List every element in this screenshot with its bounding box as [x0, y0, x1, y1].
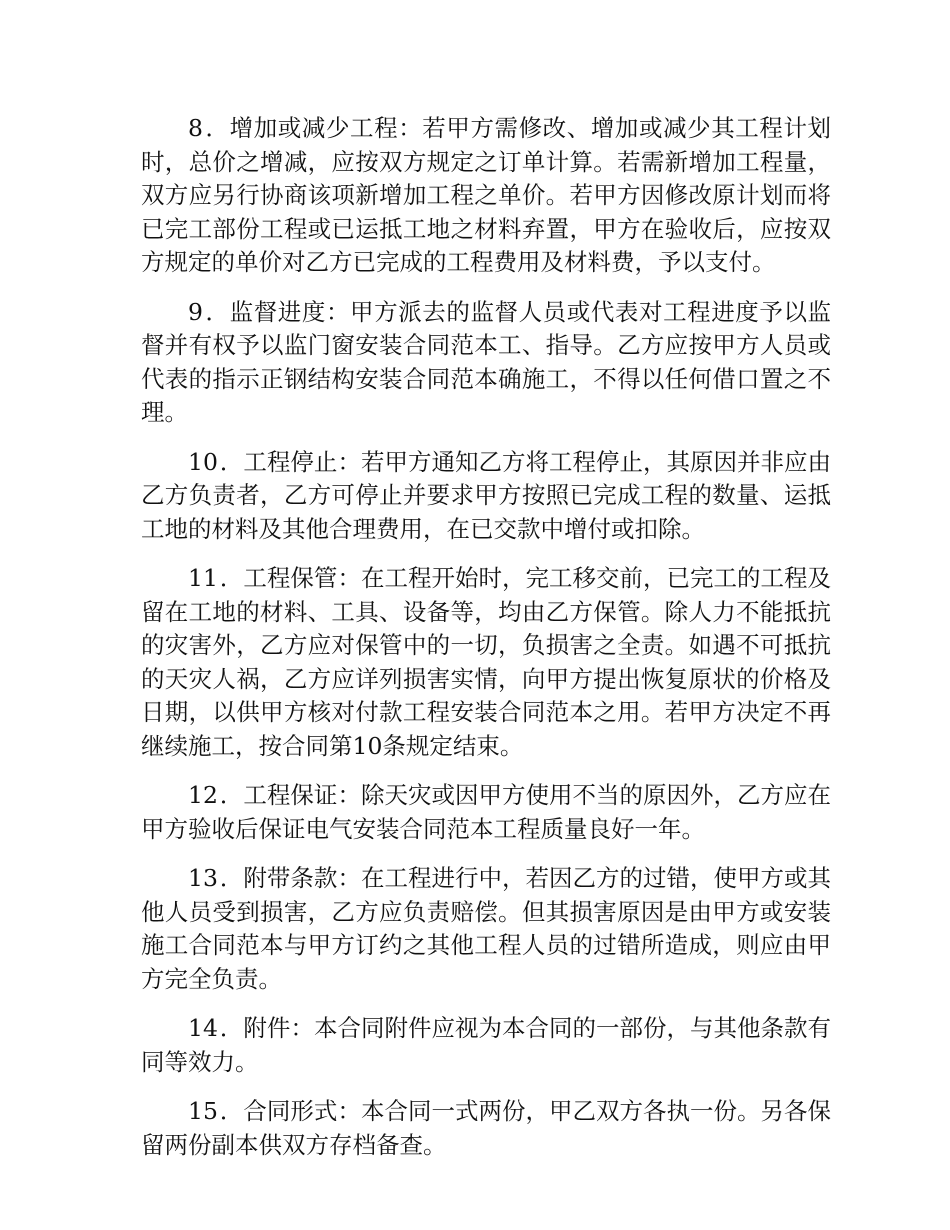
clause-8: 8．增加或减少工程：若甲方需修改、增加或减少其工程计划时，总价之增减，应按双方规定之订单计算。若需新增加工程量，双方应另行协商该项新增加工程之单价。若甲方因修改原计划而将已完工部份工程或已运抵工地之材料弃置，甲方在验收后，应按双方规定的单价对乙方已完成的工程费用及材料费，予以支付。 — [141, 114, 832, 276]
clause-14: 14．附件：本合同附件应视为本合同的一部份，与其他条款有同等效力。 — [141, 1014, 832, 1076]
clause-text: 在工程进行中，若因乙方的过错，使甲方或其他人员受到损害，乙方应负责赔偿。但其损害原因是由甲方或安装施工合同范本与甲方订约之其他工程人员的过错所造成，则应由甲方完全负责。 — [141, 864, 832, 993]
clause-title: 附带条款 — [243, 864, 338, 892]
document-page — [141, 112, 831, 1162]
clause-12: 12．工程保证：除天灾或因甲方使用不当的原因外，乙方应在甲方验收后保证电气安装合同范本工程质量良好一年。 — [141, 781, 832, 843]
clause-number: 14 — [188, 1014, 218, 1042]
clause-number: 11 — [188, 564, 218, 592]
clause-title: 增加或减少工程 — [229, 114, 399, 142]
clause-title: 监督进度 — [229, 297, 326, 326]
clause-title: 合同形式 — [243, 1097, 338, 1125]
clause-number: 10 — [188, 447, 218, 476]
clause-number: 9 — [188, 297, 203, 326]
clause-number: 13 — [188, 864, 218, 892]
clause-text: 本合同附件应视为本合同的一部份，与其他条款有同等效力。 — [141, 1014, 832, 1076]
clause-text: 若甲方需修改、增加或减少其工程计划时，总价之增减，应按双方规定之订单计算。若需新增加工程量，双方应另行协商该项新增加工程之单价。若甲方因修改原计划而将已完工部份工程或已运抵工地之材料弃置，甲方在验收后，应按双方规定的单价对乙方已完成的工程费用及材料费，予以支付。 — [141, 114, 832, 276]
clause-11: 11．工程保管：在工程开始时，完工移交前，已完工的工程及留在工地的材料、工具、设备等，均由乙方保管。除人力不能抵抗的灾害外，乙方应对保管中的一切，负损害之全责。如遇不可抵抗的天灾人祸，乙方应详列损害实情，向甲方提出恢复原状的价格及日期，以供甲方核对付款工程安装合同范本之用。若甲方决定不再继续施工，按合同第10条规定结束。 — [141, 564, 832, 760]
clause-text: 除天灾或因甲方使用不当的原因外，乙方应在甲方验收后保证电气安装合同范本工程质量良好一年。 — [141, 781, 832, 843]
clause-title: 工程停止 — [243, 447, 338, 476]
clause-title: 工程保证 — [243, 781, 338, 809]
clause-text: 在工程开始时，完工移交前，已完工的工程及留在工地的材料、工具、设备等，均由乙方保管。除人力不能抵抗的灾害外，乙方应对保管中的一切，负损害之全责。如遇不可抵抗的天灾人祸，乙方应详列损害实情，向甲方提出恢复原状的价格及日期，以供甲方核对付款工程安装合同范本之用。若甲方决定不再继续施工，按合同第10条规定结束。 — [141, 564, 832, 760]
clause-text: 本合同一式两份，甲乙双方各执一份。另各保留两份副本供双方存档备查。 — [141, 1097, 832, 1159]
clause-13: 13．附带条款：在工程进行中，若因乙方的过错，使甲方或其他人员受到损害，乙方应负责赔偿。但其损害原因是由甲方或安装施工合同范本与甲方订约之其他工程人员的过错所造成，则应由甲方完全负责。 — [141, 864, 832, 993]
clause-9: 9．监督进度：甲方派去的监督人员或代表对工程进度予以监督并有权予以监门窗安装合同范本工、指导。乙方应按甲方人员或代表的指示正钢结构安装合同范本确施工，不得以任何借口置之不理。 — [141, 297, 832, 426]
clause-text: 若甲方通知乙方将工程停止，其原因并非应由乙方负责者，乙方可停止并要求甲方按照已完成工程的数量、运抵工地的材料及其他合理费用，在已交款中增付或扣除。 — [141, 447, 832, 543]
clause-10: 10．工程停止：若甲方通知乙方将工程停止，其原因并非应由乙方负责者，乙方可停止并要求甲方按照已完成工程的数量、运抵工地的材料及其他合理费用，在已交款中增付或扣除。 — [141, 447, 832, 543]
clause-text: 甲方派去的监督人员或代表对工程进度予以监督并有权予以监门窗安装合同范本工、指导。乙方应按甲方人员或代表的指示正钢结构安装合同范本确施工，不得以任何借口置之不理。 — [141, 297, 832, 426]
clause-title: 工程保管 — [243, 564, 338, 592]
clause-number: 8 — [188, 114, 203, 142]
clause-number: 12 — [188, 781, 218, 809]
clause-number: 15 — [188, 1097, 218, 1125]
clause-15: 15．合同形式：本合同一式两份，甲乙双方各执一份。另各保留两份副本供双方存档备查。 — [141, 1097, 832, 1159]
clause-title: 附件 — [243, 1014, 291, 1042]
